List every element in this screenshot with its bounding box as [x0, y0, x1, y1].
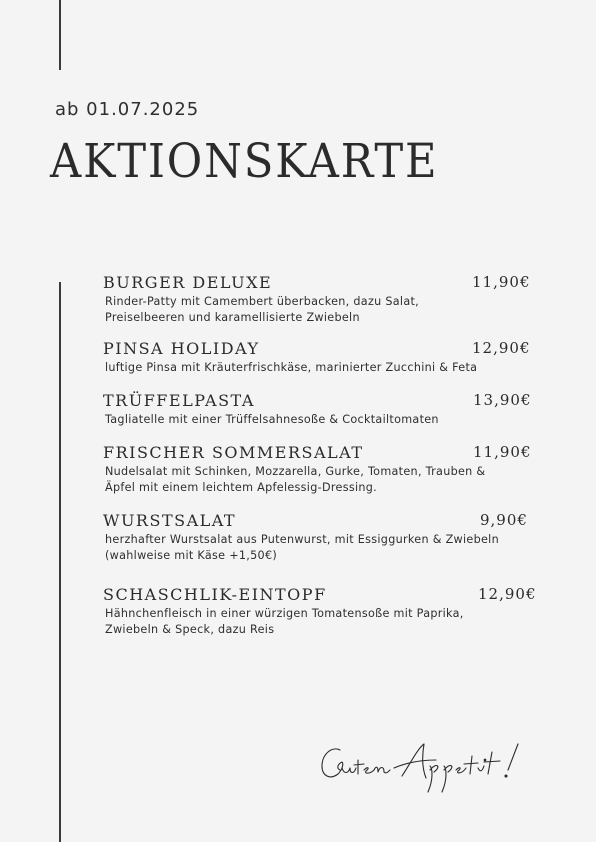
page-title: AKTIONSKARTE: [50, 134, 439, 189]
guten-appetit-signature: [318, 738, 538, 798]
menu-item-price: 11,90€: [473, 443, 532, 461]
menu-item-description: Nudelsalat mit Schinken, Mozzarella, Gurke, Tomaten, Trauben & Äpfel mit einem leichtem Apfelessig-Dressing.: [105, 465, 486, 494]
menu-item-price: 9,90€: [480, 511, 528, 529]
top-vertical-rule: [59, 0, 61, 70]
menu-item-price: 11,90€: [472, 273, 531, 291]
menu-item-price: 12,90€: [478, 585, 537, 603]
menu-item-description: luftige Pinsa mit Kräuterfrischkäse, marinierter Zucchini & Feta: [105, 361, 478, 374]
valid-from-date: ab 01.07.2025: [55, 99, 200, 120]
menu-item-price: 13,90€: [473, 391, 532, 409]
menu-item-price: 12,90€: [472, 339, 531, 357]
menu-item-name: FRISCHER SOMMERSALAT: [103, 443, 364, 462]
menu-item-name: SCHASCHLIK-EINTOPF: [103, 585, 327, 604]
menu-item-description: Hähnchenfleisch in einer würzigen Tomatensoße mit Paprika, Zwiebeln & Speck, dazu Reis: [105, 607, 464, 636]
menu-item-description: herzhafter Wurstsalat aus Putenwurst, mit Essiggurken & Zwiebeln (wahlweise mit Käse +1,50€): [105, 533, 499, 562]
menu-item-description: Tagliatelle mit einer Trüffelsahnesoße & Cocktailtomaten: [105, 413, 439, 426]
side-vertical-rule: [59, 282, 61, 842]
menu-item-name: TRÜFFELPASTA: [103, 391, 255, 410]
menu-item-name: BURGER DELUXE: [103, 273, 273, 292]
menu-item-name: WURSTSALAT: [103, 511, 237, 530]
menu-item-description: Rinder-Patty mit Camembert überbacken, dazu Salat, Preiselbeeren und karamellisierte Zwiebeln: [105, 295, 420, 324]
menu-item-name: PINSA HOLIDAY: [103, 339, 260, 358]
